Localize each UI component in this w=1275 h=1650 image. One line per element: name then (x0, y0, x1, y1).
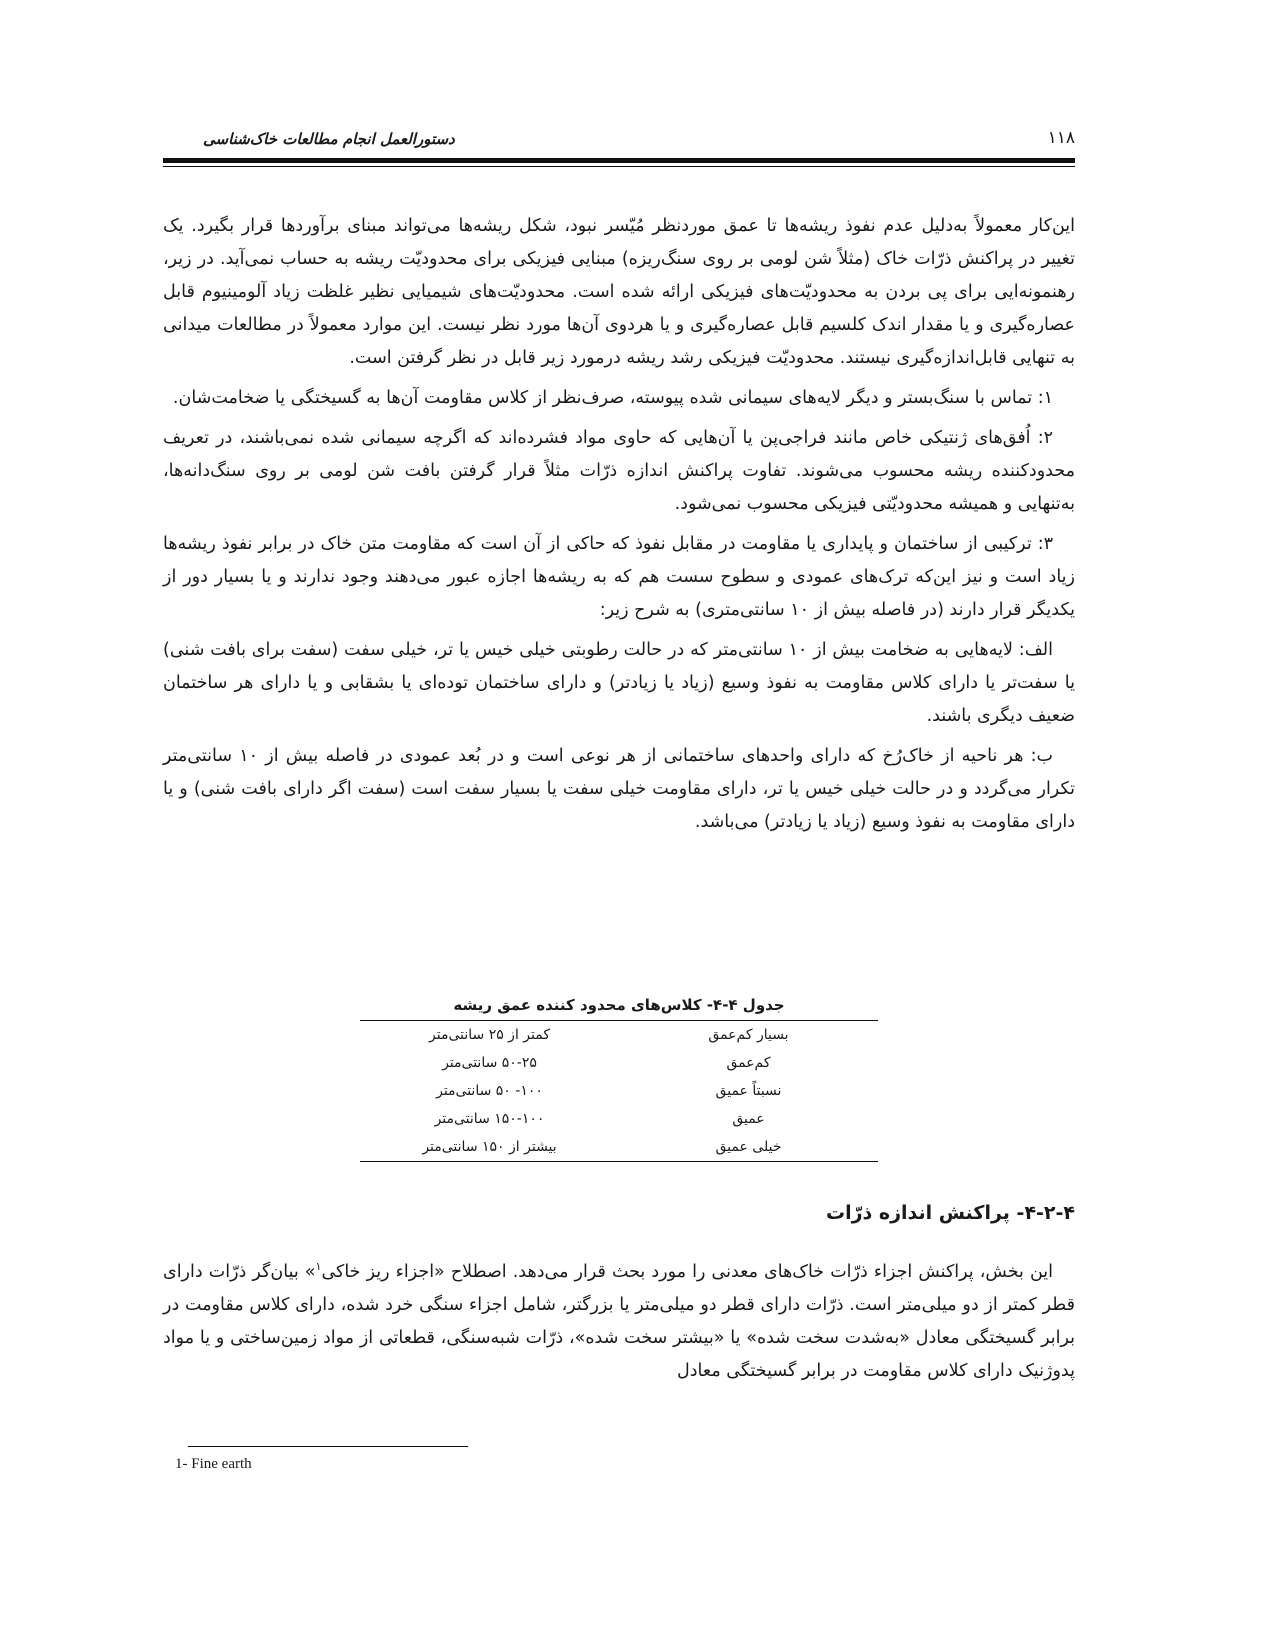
table-cell-range: ۱۰۰- ۵۰ سانتی‌متر (436, 1083, 543, 1099)
table-row (360, 1049, 878, 1077)
paragraph (163, 1250, 1075, 1388)
footnote-rule (188, 1446, 468, 1447)
paragraph: این‌کار معمولاً به‌دلیل عدم نفوذ ریشه‌ها تا عمق موردنظر مُیّسر نبود، شکل ریشه‌ها می‌تواند مبنای برآوردها قرار بگیرد. یک تغییر در پراکنش ذرّات خاک (مثلاً شن لومی بر روی سنگ‌ریزه) مبنایی فیزیکی برای محدودیّت ریشه به حساب نمی‌آید. در زیر، رهنمونه‌ایی برای پی بردن به محدودیّت‌های فیزیکی ارائه شده است. محدودیّت‌های شیمیایی نظیر غلظت زیاد آلومینیوم قابل عصاره‌گیری و یا مقدار اندک کلسیم قابل عصاره‌گیری و یا هردوی آن‌ها مورد نظر نیست. این موارد معمولاً در مطالعات میدانی به تنهایی قابل‌اندازه‌گیری نیستند. محدودیّت فیزیکی رشد ریشه درمورد زیر قابل در نظر گرفتن است. (163, 216, 1075, 368)
footnote-reference: ۱ (315, 1260, 322, 1273)
body-text (163, 210, 1075, 846)
section-body (163, 1250, 1075, 1388)
page-number: ۱۱۸ (1047, 128, 1075, 148)
table-cell-range: ۱۵۰-۱۰۰ سانتی‌متر (434, 1111, 545, 1127)
page-header (163, 126, 1075, 156)
table-row (360, 1133, 878, 1162)
paragraph-part: » بیان‌گر ذرّات دارای قطر کمتر از دو میلی‌متر است. ذرّات دارای قطر دو میلی‌متر یا بزرگتر، شامل اجزاء سنگی خرد شده، دارای کلاس مقاومت در برابر گسیختگی معادل «به‌شدت سخت شده» یا «بیشتر سخت شده»، ذرّات شبه‌سنگی، قطعاتی از مواد زمین‌ساختی و یا مواد پدوژنیک دارای کلاس مقاومت در برابر گسیختگی معادل (163, 1261, 1075, 1381)
paragraph: ۱: تماس با سنگ‌بستر و دیگر لایه‌های سیمانی شده پیوسته، صرف‌نظر از کلاس مقاومت آن‌ها به گسیختگی یا ضخامت‌شان. (172, 388, 1053, 408)
paragraph: ب: هر ناحیه از خاک‌رُخ که دارای واحدهای ساختمانی از هر نوعی است و در بُعد عمودی در فاصله بیش از ۱۰ سانتی‌متر تکرار می‌گردد و در حالت خیلی خیس یا تر، دارای مقاومت خیلی سفت یا بسیار سفت است (سفت اگر دارای بافت شنی) و یا دارای مقاومت به نفوذ وسیع (زیاد یا زیادتر) می‌باشد. (163, 746, 1075, 832)
table-row (360, 1021, 878, 1050)
paragraph: الف: لایه‌هایی به ضخامت بیش از ۱۰ سانتی‌متر که در حالت رطوبتی خیلی خیس یا تر، خیلی سفت (سفت برای بافت شنی) یا سفت‌تر یا دارای کلاس مقاومت به نفوذ وسیع (زیاد یا زیادتر) و دارای ساختمان توده‌ای یا بشقابی و یا دارای هر ساختمان ضعیف دیگری باشند. (163, 640, 1075, 726)
table-cell-class: عمیق (732, 1111, 765, 1127)
paragraph: ۳: ترکیبی از ساختمان و پایداری یا مقاومت در مقابل نفوذ که حاکی از آن است که مقاومت متن خاک در برابر نفوذ ریشه‌ها زیاد است و نیز این‌که ترک‌های عمودی و سطوح سست هم که به ریشه‌ها اجازه عبور می‌دهند وجود ندارند و یا بسیار دور از یکدیگر قرار دارند (در فاصله بیش از ۱۰ سانتی‌متری) به شرح زیر: (163, 534, 1075, 620)
root-depth-table (360, 1020, 878, 1162)
footnote: 1- Fine earth (175, 1456, 252, 1472)
section-heading: ۴-۲-۴- پراکنش اندازه ذرّات (825, 1202, 1075, 1224)
table-cell-class: خیلی عمیق (715, 1139, 782, 1155)
table-cell-range: بیشتر از ۱۵۰ سانتی‌متر (422, 1139, 557, 1155)
table-cell-range: کمتر از ۲۵ سانتی‌متر (429, 1027, 550, 1043)
table-cell-class: کم‌عمق (726, 1055, 771, 1071)
table-row (360, 1105, 878, 1133)
table-caption: جدول ۴-۴- کلاس‌های محدود کننده عمق ریشه (453, 996, 785, 1014)
running-title: دستورالعمل انجام مطالعات خاک‌شناسی (203, 130, 455, 148)
table-cell-class: بسیار کم‌عمق (708, 1027, 789, 1043)
paragraph-part: این بخش، پراکنش اجزاء ذرّات خاک‌های معدنی را مورد بحث قرار می‌دهد. اصطلاح «اجزاء ریز خاکی (321, 1261, 1053, 1282)
table-row (360, 1077, 878, 1105)
header-rule-thin (163, 166, 1075, 167)
table-cell-range: ۵۰-۲۵ سانتی‌متر (442, 1055, 537, 1071)
paragraph: ۲: اُفق‌های ژنتیکی خاص مانند فراجی‌پن یا آن‌هایی که حاوی مواد فشرده‌اند که اگرچه سیمانی شده نمی‌باشند، در تعریف محدودکننده ریشه محسوب می‌شوند. تفاوت پراکنش اندازه ذرّات مثلاً قرار گرفتن بافت شن لومی بر روی سنگ‌دانه‌ها، به‌تنهایی و همیشه محدودیّتی فیزیکی محسوب نمی‌شود. (163, 428, 1075, 514)
table-cell-class: نسبتاً عمیق (715, 1083, 782, 1099)
header-rule-thick (163, 158, 1075, 163)
